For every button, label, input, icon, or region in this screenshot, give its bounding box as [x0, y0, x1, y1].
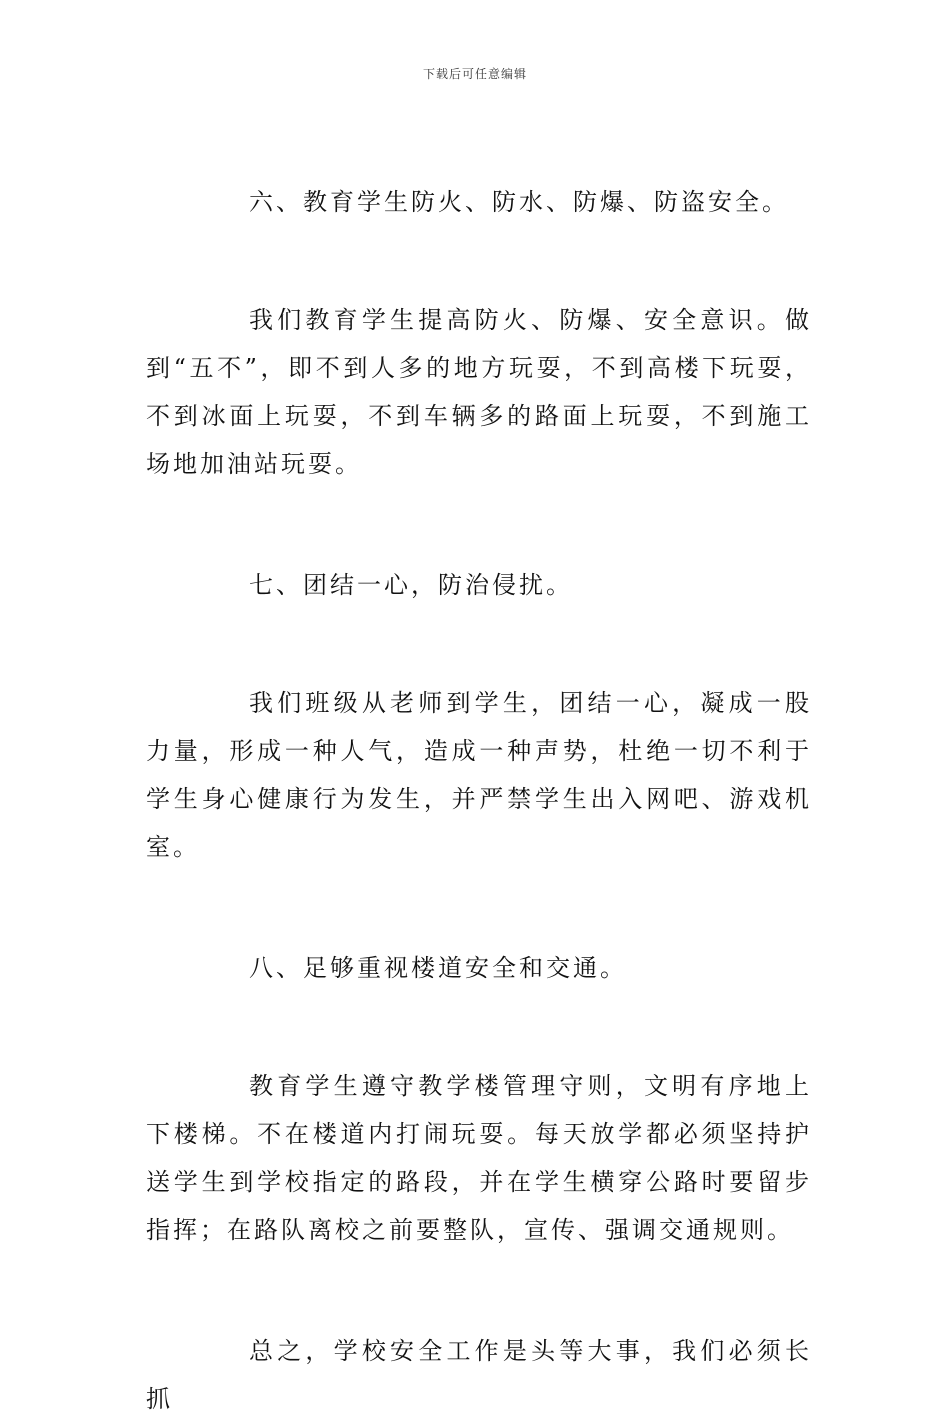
- section-body-8: 教育学生遵守教学楼管理守则，文明有序地上下楼梯。不在楼道内打闹玩耍。每天放学都必须坚持护送学生到学校指定的路段，并在学生横穿公路时要留步指挥；在路队离校之前要整队，宣传、强调交通规则。: [146, 1072, 812, 1244]
- document-body: [146, 178, 812, 1423]
- section-heading-7: 七、团结一心，防治侵扰。: [249, 571, 573, 599]
- section-heading-6: 六、教育学生防火、防水、防爆、防盗安全。: [249, 188, 789, 216]
- closing-paragraph: 总之，学校安全工作是头等大事，我们必须长抓: [146, 1337, 812, 1413]
- section-body-7: 我们班级从老师到学生，团结一心，凝成一股力量，形成一种人气，造成一种声势，杜绝一切不利于学生身心健康行为发生，并严禁学生出入网吧、游戏机室。: [146, 689, 812, 861]
- section-body-6: 我们教育学生提高防火、防爆、安全意识。做到“五不”，即不到人多的地方玩耍，不到高楼下玩耍，不到冰面上玩耍，不到车辆多的路面上玩耍，不到施工场地加油站玩耍。: [146, 306, 812, 478]
- section-heading-8: 八、足够重视楼道安全和交通。: [249, 954, 627, 982]
- page-header: 下载后可任意编辑: [422, 67, 527, 81]
